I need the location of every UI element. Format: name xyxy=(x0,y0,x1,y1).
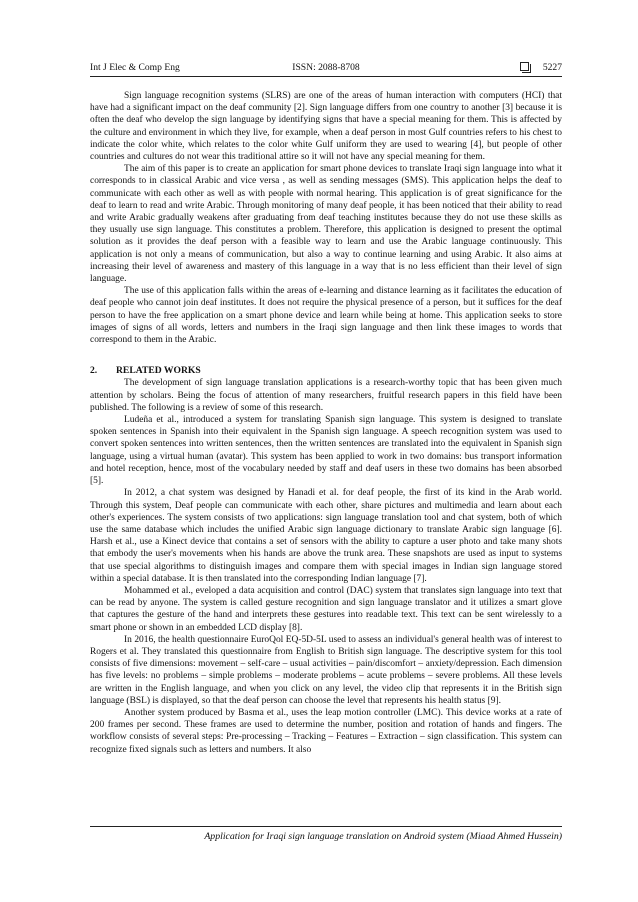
paragraph: Ludeña et al., introduced a system for translating Spanish sign language. This system is designed to translate spoken sentences in Spanish into their equivalent in the Spanish sign language. A speech recognition system was used to convert spoken sentences into written sentences, then the written sentences are translated into the equivalent in Spanish sign language, using a virtual human (avatar). This system has been applied to work in two domains: bus transport information and hotel reception, hence, most of the vocabulary needed by staff and deaf users in these two domains has been absorbed [5]. xyxy=(90,415,562,487)
paragraph: Sign language recognition systems (SLRS) are one of the areas of human interaction with computers (HCI) that have had a significant impact on the deaf community [2]. Sign language differs from one country to another [3] because it is often the deaf who develop the sign language by identifying signs that have a special meaning for them. This is affected by the culture and environment in which they live, for example, when a deaf person in most Gulf countries refers to his chest to indicate the color white, which relates to the color white Gulf uniform they are used to wearing [4], but people of other countries and cultures do not wear this traditional attire so it will not have any special meaning for them. xyxy=(90,91,562,163)
paragraph: In 2012, a chat system was designed by Hanadi et al. for deaf people, the first of its kind in the Arab world. Through this system, Deaf people can communicate with each other, share pictures and multimedia and learn about each other's experiences. The system consists of two applications: sign language translation tool and chat system, both of which use the same database which includes the unified Arabic sign language dictionary to translate Arabic sign language [6]. Harsh et al., use a Kinect device that contains a set of sensors with the ability to capture a user photo and take many shots that embody the user's movements when his hands are above the trunk area. These snapshots are used as input to systems that use special algorithms to distinguish images and compare them with special images in Indian sign language stored within a special database. It is then translated into the corresponding Indian language [7]. xyxy=(90,488,562,584)
page-number: 5227 xyxy=(542,62,562,73)
page-header xyxy=(90,60,562,77)
paragraph: Mohammed et al., eveloped a data acquisition and control (DAC) system that translates sign language into text that can be read by anyone. The system is called gesture recognition and sign language translator and it utilizes a smart glove that captures the gesture of the hand and interprets these gestures into readable text. This text can be sent wirelessly to a smart phone or shown in an embedded LCD display [8]. xyxy=(90,585,562,633)
section-title: RELATED WORKS xyxy=(116,365,201,377)
page-number-block xyxy=(520,60,562,76)
issn: ISSN: 2088-8708 xyxy=(292,62,360,73)
journal-name: Int J Elec & Comp Eng xyxy=(90,62,180,73)
paragraph: The development of sign language translation applications is a research-worthy topic that has been given much attention by scholars. Being the focus of attention of many researchers, fruitful research papers in this field have been published. The following is a review of some of this research. xyxy=(90,378,562,413)
running-title: Application for Iraqi sign language translation on Android system (Miaad Ahmed Hussein) xyxy=(204,831,562,842)
section-number: 2. xyxy=(90,365,98,377)
page-footer xyxy=(90,826,562,842)
paragraph: The use of this application falls within the areas of e-learning and distance learning as it facilitates the education of deaf people who cannot join deaf institutes. It does not require the physical presence of a person, but it suffices for the deaf person to have the free application on a smart phone device and learn while being at home. This application seeks to store images of signs of all words, letters and numbers in the Iraqi sign language and then link these images to words that correspond to them in the Arabic. xyxy=(90,286,562,346)
paragraph: In 2016, the health questionnaire EuroQol EQ-5D-5L used to assess an individual's general health was of interest to Rogers et al. They translated this questionnaire from English to British sign language. The descriptive system for this tool consists of five dimensions: movement – self-care – usual activities – pain/discomfort – anxiety/depression. Each dimension has five levels: no problems – simple problems – moderate problems – acute problems – severe problems. All these levels are written in the English language, and when you click on any level, the video clip that represents it in the British sign language (BSL) is displayed, so that the deaf person can choose the level that represents his health status [9]. xyxy=(90,634,562,706)
paragraph: Another system produced by Basma et al., uses the leap motion controller (LMC). This device works at a rate of 200 frames per second. These frames are used to determine the number, position and rotation of hands and fingers. The workflow consists of several steps: Pre-processing – Tracking – Features – Extraction – sign classification. This system can recognize fixed signals such as letters and numbers. It also xyxy=(90,707,562,755)
body-text xyxy=(90,90,562,756)
paragraph: The aim of this paper is to create an application for smart phone devices to translate Iraqi sign language into what it corresponds to in classical Arabic and vice versa , as well as sending messages (SMS). This application helps the deaf to communicate with each other as well as with people with normal hearing. This application is of great significance for the deaf to learn to read and write Arabic. Through monitoring of many deaf people, it has been noticed that their ability to read and write Arabic gradually weakens after graduating from deaf teaching institutes because they do not use these skills as they usually use sign language. This constitutes a problem. Therefore, this application is designed to present the optimal solution as it provides the deaf person with a feasible way to learn and use the Arabic language continuously. This application is not only a means of communication, but also a way to continue learning and using Arabic. It also aims at increasing their level of awareness and mastery of this language in a way that is no less efficient than their level of sign language. xyxy=(90,164,562,285)
section-heading xyxy=(90,365,562,377)
checkbox-icon xyxy=(520,62,529,71)
